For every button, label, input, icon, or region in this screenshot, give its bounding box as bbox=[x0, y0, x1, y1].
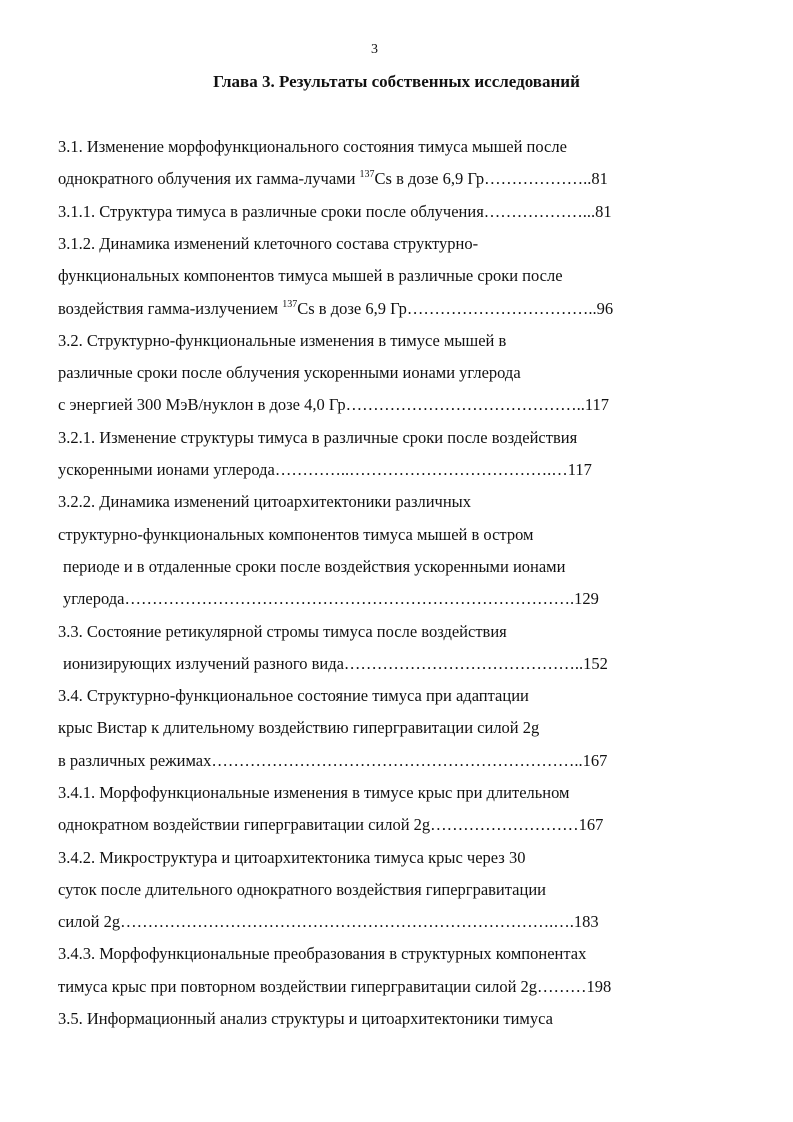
toc-line bbox=[58, 750, 607, 772]
toc-line-text: однократного облучения их гамма-лучами bbox=[58, 169, 360, 188]
toc-line bbox=[63, 653, 608, 675]
toc-line bbox=[58, 265, 563, 287]
toc-line-text: углерода……………………………………………………………………….129 bbox=[63, 589, 599, 608]
toc-line-text: 3.1.2. Динамика изменений клеточного состава структурно- bbox=[58, 234, 479, 253]
toc-line-text: тимуса крыс при повторном воздействии гипергравитации силой 2g………198 bbox=[58, 977, 612, 996]
toc-line bbox=[63, 588, 599, 610]
toc-line-text: Cs в дозе 6,9 Гр……………………………..96 bbox=[297, 299, 614, 318]
toc-line-text: Cs в дозе 6,9 Гр………………..81 bbox=[374, 169, 608, 188]
toc-line bbox=[58, 201, 612, 223]
toc-line-text: 3.1.1. Структура тимуса в различные сроки после облучения………………...81 bbox=[58, 202, 612, 221]
toc-line-text: функциональных компонентов тимуса мышей в различные сроки после bbox=[58, 266, 563, 285]
toc-line-text: суток после длительного однократного воздействия гипергравитации bbox=[58, 880, 546, 899]
isotope-superscript: 137 bbox=[282, 299, 298, 310]
toc-line-text: 3.5. Информационный анализ структуры и цитоархитектоники тимуса bbox=[58, 1009, 553, 1028]
toc-line-text: 3.2.1. Изменение структуры тимуса в различные сроки после воздействия bbox=[58, 428, 578, 447]
chapter-title: Глава 3. Результаты собственных исследований bbox=[213, 72, 580, 91]
toc-line bbox=[58, 427, 577, 449]
toc-line-text: силой 2g…………………………………………………………………….….183 bbox=[58, 912, 599, 931]
toc-line-text: однократном воздействии гипергравитации силой 2g………………………167 bbox=[58, 815, 604, 834]
toc-line bbox=[58, 491, 471, 513]
toc-line-text: различные сроки после облучения ускоренными ионами углерода bbox=[58, 363, 521, 382]
isotope-superscript: 137 bbox=[359, 169, 375, 180]
toc-line-text: 3.4.3. Морфофункциональные преобразования в структурных компонентах bbox=[58, 944, 587, 963]
toc-line bbox=[58, 879, 546, 901]
toc-line-text: 3.1. Изменение морфофункционального состояния тимуса мышей после bbox=[58, 137, 567, 156]
toc-line-text: воздействия гамма-излучением bbox=[58, 299, 283, 318]
toc-line bbox=[58, 136, 567, 158]
toc-line bbox=[58, 685, 529, 707]
toc-line bbox=[58, 911, 599, 933]
page-number: 3 bbox=[371, 42, 378, 57]
toc-line bbox=[58, 524, 533, 546]
toc-line-text: периоде и в отдаленные сроки после воздействия ускоренными ионами bbox=[63, 557, 566, 576]
toc-line bbox=[58, 330, 506, 352]
toc-line bbox=[58, 394, 609, 416]
toc-line-text: 3.2. Структурно-функциональные изменения в тимусе мышей в bbox=[58, 331, 507, 350]
toc-line-text: в различных режимах…………………………………………………………..167 bbox=[58, 751, 608, 770]
toc-line-text: 3.3. Состояние ретикулярной стромы тимуса после воздействия bbox=[58, 622, 507, 641]
toc-line bbox=[58, 943, 586, 965]
toc-line-text: 3.4.1. Морфофункциональные изменения в тимусе крыс при длительном bbox=[58, 783, 570, 802]
toc-line-text: ускоренными ионами углерода…………..……………………………….…117 bbox=[58, 460, 592, 479]
toc-line bbox=[58, 298, 613, 320]
toc-line-text: ионизирующих излучений разного вида……………………………………..152 bbox=[63, 654, 608, 673]
toc-line bbox=[58, 717, 539, 739]
toc-line bbox=[58, 1008, 553, 1030]
toc-line-text: 3.4.2. Микроструктура и цитоархитектоника тимуса крыс через 30 bbox=[58, 848, 526, 867]
toc-line bbox=[63, 556, 565, 578]
toc-line-text: структурно-функциональных компонентов тимуса мышей в остром bbox=[58, 525, 534, 544]
toc-line bbox=[58, 362, 521, 384]
toc-line-text: 3.2.2. Динамика изменений цитоархитектоники различных bbox=[58, 492, 472, 511]
toc-line bbox=[58, 847, 525, 869]
toc-line-text: 3.4. Структурно-функциональное состояние тимуса при адаптации bbox=[58, 686, 529, 705]
toc-line bbox=[58, 976, 611, 998]
toc-line bbox=[58, 233, 478, 255]
toc-line-text: крыс Вистар к длительному воздействию гипергравитации силой 2g bbox=[58, 718, 540, 737]
toc-line bbox=[58, 814, 603, 836]
toc-line bbox=[58, 168, 608, 190]
toc-line bbox=[58, 621, 507, 643]
toc-line bbox=[58, 782, 569, 804]
toc-line-text: с энергией 300 МэВ/нуклон в дозе 4,0 Гр……………………………………..117 bbox=[58, 395, 609, 414]
toc-line bbox=[58, 459, 592, 481]
